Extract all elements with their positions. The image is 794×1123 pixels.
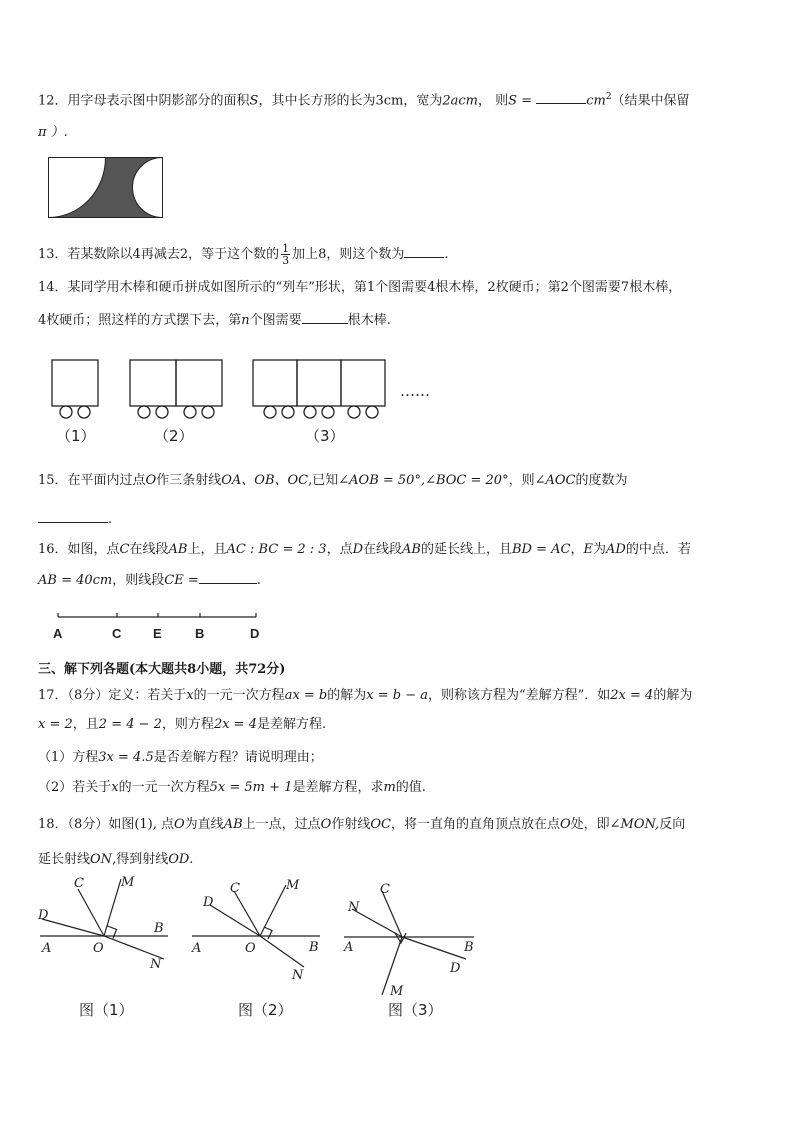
q15-text: .	[108, 512, 113, 527]
q17-text: 是差解方程.	[256, 717, 327, 732]
q18-point: O	[174, 817, 185, 832]
q14-dots: ……	[400, 382, 430, 400]
q16-text: 的中点．若	[625, 542, 691, 557]
q17-eq: 5x = 5m + 1	[209, 780, 293, 795]
q16-ratio: AC : BC = 2 : 3	[226, 542, 327, 557]
q17-part2	[38, 779, 426, 797]
q16-point: C	[119, 542, 130, 557]
q15-answer-blank[interactable]	[38, 510, 108, 523]
q16-seg: AB	[402, 542, 421, 557]
q15-text: ，则	[508, 473, 535, 488]
q17-text: 17．（8分）定义：若关于	[38, 688, 187, 703]
q16-text: 在线段	[363, 542, 403, 557]
q18-text: 为直线	[184, 817, 224, 832]
q18-text: .	[189, 852, 194, 867]
q16-text: .	[256, 573, 261, 588]
q17-text: 的一元一次方程	[193, 688, 285, 703]
q14-figure	[40, 352, 450, 452]
q18-figure-3	[340, 875, 490, 1025]
q17-text: 的值.	[395, 780, 426, 795]
q17-text: 的一元一次方程	[118, 780, 210, 795]
q17-part1	[38, 749, 323, 767]
q15-angles: ∠AOB = 50°,∠BOC = 20°	[338, 473, 509, 488]
q17-line1	[38, 687, 692, 705]
q16-text: ，	[570, 542, 584, 557]
q17-eq: 2x = 4	[213, 717, 257, 732]
q13-frac-den: 3	[282, 254, 290, 267]
q18-f2-label-A: A	[192, 941, 202, 956]
q12-pi: π ）.	[38, 125, 68, 140]
q16-point: E	[583, 542, 593, 557]
q15-text: ,已知	[308, 473, 339, 488]
q18-ray: OC	[370, 817, 391, 832]
q18-text: ，将一直角的直角顶点放在点	[390, 817, 560, 832]
q18-text: ,得到射线	[112, 852, 169, 867]
q18-f2-label-M: M	[286, 878, 300, 893]
q16-text: 在线段	[129, 542, 169, 557]
q14-line1	[38, 279, 681, 297]
q16-text: 16．如图，点	[38, 542, 120, 557]
q12-unit-exp: 2	[605, 92, 612, 102]
q18-f3-label-C: C	[380, 882, 390, 897]
q16-seg: AB	[168, 542, 188, 557]
q15-line2	[38, 510, 112, 529]
q18-f2-label-O: O	[245, 941, 256, 956]
q12-expr: 2acm	[442, 93, 478, 109]
q17-eq: ax = b	[284, 688, 328, 703]
q17-text: （2）若关于	[38, 780, 112, 795]
q17-text: ，且	[72, 717, 99, 732]
q14-fig-label-3: （3）	[305, 427, 345, 445]
q15-text: 作三条射线	[156, 473, 222, 488]
q17-var: m	[383, 780, 396, 795]
q17-var: x	[111, 780, 119, 795]
q16-text: 的延长线上，且	[420, 542, 512, 557]
q16-figure	[50, 608, 270, 644]
q18-f3-label-A: A	[344, 940, 354, 955]
q18-f3-label-B: B	[464, 940, 474, 955]
q17-eq: x = b − a	[366, 688, 428, 703]
q14-text: 14．某同学用木棒和硬币拼成如图所示的“列车”形状，第1个图需要4根木棒，2枚硬币；第2个图需要7根木棒，	[38, 280, 682, 295]
q18-ray: OD	[168, 852, 190, 867]
q14-text: 个图需要	[249, 313, 302, 328]
q18-f1-label-C: C	[74, 876, 84, 891]
q16-line1	[38, 541, 691, 559]
q17-eq: x = 2	[38, 717, 73, 732]
q18-line2	[38, 851, 193, 869]
q13-fraction	[281, 243, 290, 266]
section-heading: 三、解下列各题(本大题共8小题，共72分)	[38, 662, 286, 677]
q16-point-D: D	[250, 626, 260, 641]
q17-text: 是差解方程，求	[292, 780, 384, 795]
q18-f1-label-O: O	[93, 941, 104, 956]
q17-line2	[38, 716, 326, 734]
q17-text: （1）方程	[38, 750, 99, 765]
q16-eq: AB = 40cm	[38, 573, 113, 588]
q18-f3-caption: 图（3）	[388, 1001, 443, 1019]
q12-text: （结果中保留	[611, 93, 690, 109]
q17-text: 的解为	[653, 688, 693, 703]
q18-f2-label-N: N	[292, 968, 304, 983]
q18-f1-label-N: N	[150, 957, 162, 972]
q12-unit: cm	[586, 93, 606, 109]
q12-line2	[38, 124, 68, 142]
q15-point: O	[145, 473, 157, 488]
q17-text: 的解为	[327, 688, 367, 703]
q15-text: 的度数为	[575, 473, 628, 488]
q18-f3-label-N: N	[348, 900, 360, 915]
q18-figure-2	[188, 875, 328, 1025]
q13-answer-blank[interactable]	[404, 245, 444, 258]
q16-text: 为	[592, 542, 606, 557]
q12-figure	[48, 157, 164, 219]
q18-f2-caption: 图（2）	[238, 1001, 293, 1019]
q14-answer-blank[interactable]	[302, 311, 348, 324]
q16-answer-blank[interactable]	[199, 571, 257, 584]
q16-eq: CE =	[164, 573, 199, 588]
q18-point: O	[320, 817, 332, 832]
q16-point-B: B	[195, 626, 205, 641]
q18-angle: ∠MON,	[609, 817, 660, 832]
q12-text: 12．用字母表示图中阴影部分的面积	[38, 93, 250, 109]
q14-text: 4枚硬币；照这样的方式摆下去，第	[38, 313, 242, 328]
q12-text: ，其中长方形的长为3cm，宽为	[258, 93, 443, 109]
q18-text: 上一点，过点	[242, 817, 321, 832]
q16-eq: BD = AC	[512, 542, 571, 557]
q17-eq: 3x = 4.5	[98, 750, 154, 765]
q12-line1	[38, 88, 690, 110]
q18-f2-label-D: D	[203, 895, 214, 910]
q17-text: 是否差解方程？请说明理由；	[153, 750, 323, 765]
q15-text: 15．在平面内过点	[38, 473, 146, 488]
q14-text: 根木棒.	[347, 313, 391, 328]
q15-rays: OA、OB、OC	[221, 473, 309, 488]
q18-text: 延长射线	[38, 852, 91, 867]
q16-text: 上，且	[187, 542, 227, 557]
q18-text: 反向	[659, 817, 686, 832]
q16-text: ，则线段	[112, 573, 165, 588]
q14-var: n	[241, 313, 250, 328]
q15-angle: ∠AOC	[534, 473, 576, 488]
q18-f2-label-B: B	[309, 940, 319, 955]
q18-f1-label-A: A	[42, 941, 52, 956]
q12-answer-blank[interactable]	[536, 91, 586, 104]
q18-f3-label-M: M	[390, 984, 404, 999]
q13-text: 加上8，则这个数为	[292, 247, 405, 262]
q12-eq: S =	[508, 93, 533, 109]
q14-fig-label-2: （2）	[154, 427, 194, 445]
q16-point-A: A	[53, 626, 63, 641]
q18-point: O	[559, 817, 571, 832]
q18-text: 18．（8分）如图(1), 点	[38, 817, 174, 832]
q12-text: ， 则	[477, 93, 509, 109]
q16-point-C: C	[112, 626, 122, 641]
q18-ray: ON	[90, 852, 113, 867]
q18-seg: AB	[223, 817, 243, 832]
q18-f2-label-C: C	[230, 881, 240, 896]
q14-fig-label-1: （1）	[56, 427, 96, 445]
q18-text: 作射线	[331, 817, 371, 832]
q18-figure-1	[36, 875, 176, 1025]
q18-f3-label-D: D	[450, 961, 461, 976]
q14-line2	[38, 311, 391, 330]
q15-line1	[38, 472, 628, 490]
q13-frac-num: 1	[282, 242, 290, 255]
q18-line1	[38, 816, 685, 834]
q17-var: x	[186, 688, 194, 703]
q18-f1-caption: 图（1）	[79, 1001, 134, 1019]
q13-text: 13．若某数除以4再减去2，等于这个数的	[38, 247, 280, 262]
q13-line	[38, 243, 449, 266]
q16-point: D	[352, 542, 364, 557]
q17-eq: 2x = 4	[610, 688, 654, 703]
q18-text: 处，即	[570, 817, 610, 832]
q18-f1-label-D: D	[38, 908, 49, 923]
q17-eq: 2 = 4 − 2	[98, 717, 162, 732]
q12-var: S	[249, 93, 259, 109]
q17-text: ，则称该方程为“差解方程”．如	[427, 688, 611, 703]
q13-text: .	[444, 247, 449, 262]
q17-text: ，则方程	[161, 717, 214, 732]
q18-f1-label-M: M	[121, 875, 135, 890]
q16-line2	[38, 571, 261, 590]
q16-text: ，点	[326, 542, 353, 557]
q18-f1-label-B: B	[154, 921, 164, 936]
q16-seg: AD	[606, 542, 626, 557]
q16-point-E: E	[153, 626, 162, 641]
